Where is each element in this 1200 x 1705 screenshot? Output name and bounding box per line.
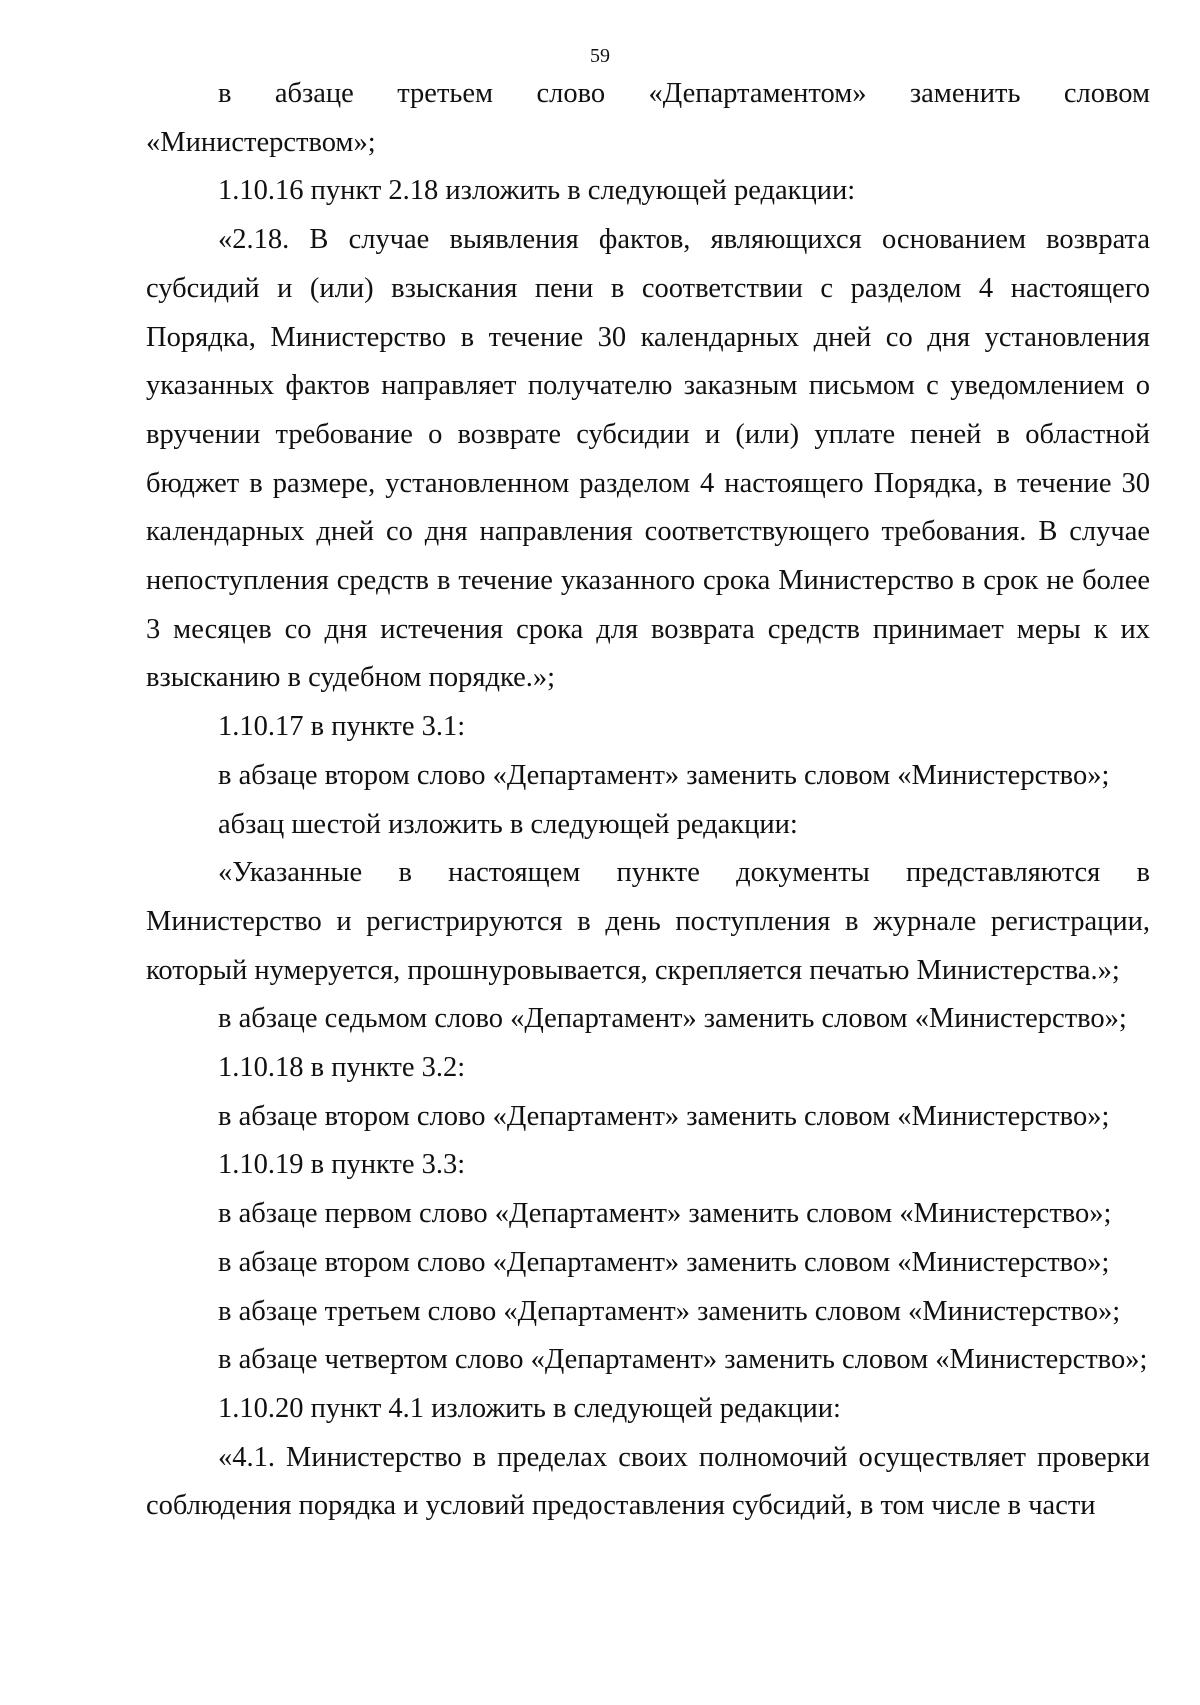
paragraph-quoted-text: «2.18. В случае выявления фактов, являющихся основанием возврата субсидий и (или) взыскания пени в соответствии с разделом 4 настоящего Порядка, Министерство в течение 30 календарных дней со дня установления указанных фактов направляет получателю заказным письмом с уведомлением о вручении требование о возврате субсидии и (или) уплате пеней в областной бюджет в размере, установленном разделом 4 настоящего Порядка, в течение 30 календарных дней со дня направления соответствующего требования. В случае непоступления средств в течение указанного срока Министерство в срок не более 3 месяцев со дня истечения срока для возврата средств принимает меры к их взысканию в судебном порядке.»; [146,224,1150,694]
paragraph-amendment: в абзаце седьмом слово «Департамент» заменить словом «Министерство»; [218,1003,1127,1035]
paragraph-amendment: в абзаце втором слово «Департамент» заменить словом «Министерство»; [218,1100,1110,1132]
document-body [146,70,1150,1531]
paragraph-amendment: в абзаце четвертом слово «Департамент» заменить словом «Министерство»; [218,1344,1148,1376]
paragraph-item-heading: 1.10.16 пункт 2.18 изложить в следующей редакции: [218,175,856,207]
paragraph-item-heading: 1.10.19 в пункте 3.3: [218,1149,466,1181]
paragraph-amendment: в абзаце третьем слово «Департаментом» заменить словом «Министерством»; [146,78,1150,158]
paragraph-amendment: в абзаце втором слово «Департамент» заменить словом «Министерство»; [218,759,1110,791]
paragraph-amendment: в абзаце первом слово «Департамент» заменить словом «Министерство»; [218,1198,1112,1230]
paragraph-item-heading: 1.10.20 пункт 4.1 изложить в следующей редакции: [218,1392,841,1424]
paragraph-item-heading: 1.10.17 в пункте 3.1: [218,711,466,743]
paragraph-quoted-text: «Указанные в настоящем пункте документы представляются в Министерство и регистрируются в день поступления в журнале регистрации, который нумеруется, прошнуровывается, скрепляется печатью Министерства.»; [146,857,1150,986]
paragraph-item-heading: 1.10.18 в пункте 3.2: [218,1052,466,1084]
paragraph-amendment: в абзаце втором слово «Департамент» заменить словом «Министерство»; [218,1246,1110,1278]
paragraph-amendment: абзац шестой изложить в следующей редакции: [218,808,798,840]
page-number: 59 [590,45,610,67]
paragraph-quoted-text: «4.1. Министерство в пределах своих полномочий осуществляет проверки соблюдения порядка и условий предоставления субсидий, в том числе в части [146,1441,1150,1522]
paragraph-amendment: в абзаце третьем слово «Департамент» заменить словом «Министерство»; [218,1295,1121,1327]
